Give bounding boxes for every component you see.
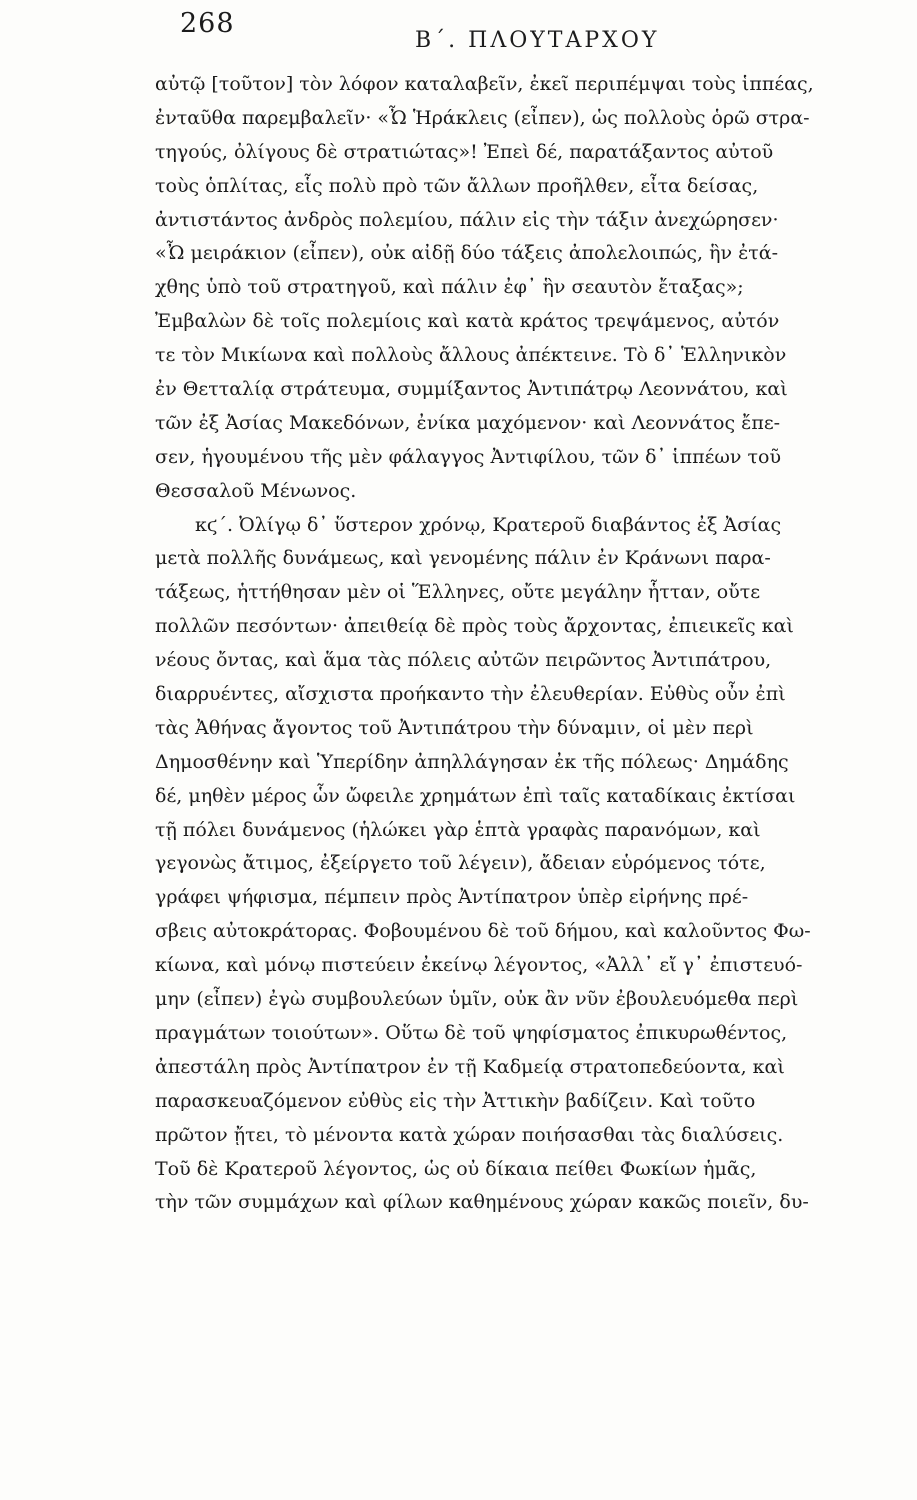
text-line: γράφει ψήφισμα, πέμπειν πρὸς Ἀντίπατρον ὑπὲρ εἰρήνης πρέ- xyxy=(155,886,749,909)
text-line: τῇ πόλει δυνάμενος (ἡλώκει γὰρ ἑπτὰ γραφὰς παρανόμων, καὶ xyxy=(155,818,761,841)
text-line: ἀπεστάλη πρὸς Ἀντίπατρον ἐν τῇ Καδμείᾳ στρατοπεδεύοντα, καὶ xyxy=(155,1055,785,1078)
text-line: γεγονὼς ἄτιμος, ἐξείργετο τοῦ λέγειν), ἄδειαν εὑρόμενος τότε, xyxy=(155,852,766,875)
page-number: 268 xyxy=(180,8,235,39)
text-line: διαρρυέντες, αἴσχιστα προήκαντο τὴν ἐλευθερίαν. Εὐθὺς οὖν ἐπὶ xyxy=(155,683,786,706)
text-line: «Ὦ μειράκιον (εἶπεν), οὐκ αἰδῇ δύο τάξεις ἀπολελοιπώς, ἣν ἐτά- xyxy=(155,242,779,265)
text-line: Θεσσαλοῦ Μένωνος. xyxy=(155,479,357,502)
text-line: ἀντιστάντος ἀνδρὸς πολεμίου, πάλιν εἰς τὴν τάξιν ἀνεχώρησεν· xyxy=(155,208,779,231)
text-line: παρασκευαζόμενον εὐθὺς εἰς τὴν Ἀττικὴν βαδίζειν. Καὶ τοῦτο xyxy=(155,1089,756,1112)
text-line: μην (εἶπεν) ἐγὼ συμβουλεύων ὑμῖν, οὐκ ἂν νῦν ἐβουλευόμεθα περὶ xyxy=(155,988,799,1011)
text-line: ἐν Θετταλίᾳ στράτευμα, συμμίξαντος Ἀντιπάτρῳ Λεοννάτου, καὶ xyxy=(155,378,788,401)
text-line: πρῶτον ᾔτει, τὸ μένοντα κατὰ χώραν ποιήσασθαι τὰς διαλύσεις. xyxy=(155,1123,784,1146)
text-line: μετὰ πολλῆς δυνάμεως, καὶ γενομένης πάλιν ἐν Κράνωνι παρα- xyxy=(155,547,771,570)
body-text xyxy=(155,68,855,1220)
text-line: Τοῦ δὲ Κρατεροῦ λέγοντος, ὡς οὐ δίκαια πείθει Φωκίων ἡμᾶς, xyxy=(155,1157,757,1180)
text-line: ἐνταῦθα παρεμβαλεῖν· «Ὦ Ἡράκλεις (εἶπεν), ὡς πολλοὺς ὁρῶ στρα- xyxy=(155,106,810,129)
text-line: νέους ὄντας, καὶ ἅμα τὰς πόλεις αὐτῶν πειρῶντος Ἀντιπάτρου, xyxy=(155,649,772,672)
text-line: Ἐμβαλὼν δὲ τοῖς πολεμίοις καὶ κατὰ κράτος τρεψάμενος, αὐτόν xyxy=(155,310,780,333)
text-line: τηγούς, ὀλίγους δὲ στρατιώτας»! Ἐπεὶ δέ, παρατάξαντος αὐτοῦ xyxy=(155,140,774,163)
text-line: πραγμάτων τοιούτων». Οὕτω δὲ τοῦ ψηφίσματος ἐπικυρωθέντος, xyxy=(155,1021,788,1044)
text-line: Δημοσθένην καὶ Ὑπερίδην ἀπηλλάγησαν ἐκ τῆς πόλεως· Δημάδης xyxy=(155,750,789,773)
text-line: κϛ΄. Ὀλίγῳ δ᾽ ὕστερον χρόνῳ, Κρατεροῦ διαβάντος ἐξ Ἀσίας xyxy=(195,513,782,536)
running-head: Β΄. ΠΛΟΥΤΑΡΧΟΥ xyxy=(415,28,660,53)
text-line: κίωνα, καὶ μόνῳ πιστεύειν ἐκείνῳ λέγοντος, «Ἀλλ᾽ εἴ γ᾽ ἐπιστευό- xyxy=(155,954,803,977)
text-line: τοὺς ὁπλίτας, εἷς πολὺ πρὸ τῶν ἄλλων προῆλθεν, εἶτα δείσας, xyxy=(155,174,759,197)
text-line: τῶν ἐξ Ἀσίας Μακεδόνων, ἐνίκα μαχόμενον· καὶ Λεοννάτος ἔπε- xyxy=(155,411,781,434)
text-line: τε τὸν Μικίωνα καὶ πολλοὺς ἄλλους ἀπέκτεινε. Τὸ δ᾽ Ἑλληνικὸν xyxy=(155,344,787,367)
text-line: σβεις αὐτοκράτορας. Φοβουμένου δὲ τοῦ δήμου, καὶ καλοῦντος Φω- xyxy=(155,920,811,943)
text-line: χθης ὑπὸ τοῦ στρατηγοῦ, καὶ πάλιν ἐφ᾽ ἣν σεαυτὸν ἔταξας»; xyxy=(155,276,744,299)
text-line: τὴν τῶν συμμάχων καὶ φίλων καθημένους χώραν κακῶς ποιεῖν, δυ- xyxy=(155,1191,809,1214)
text-line: δέ, μηθὲν μέρος ὧν ὤφειλε χρημάτων ἐπὶ ταῖς καταδίκαις ἐκτίσαι xyxy=(155,784,796,807)
text-line: σεν, ἡγουμένου τῆς μὲν φάλαγγος Ἀντιφίλου, τῶν δ᾽ ἱππέων τοῦ xyxy=(155,445,782,468)
text-line: τὰς Ἀθήνας ἄγοντος τοῦ Ἀντιπάτρου τὴν δύναμιν, οἱ μὲν περὶ xyxy=(155,716,754,739)
text-line: τάξεως, ἡττήθησαν μὲν οἱ Ἕλληνες, οὔτε μεγάλην ἧτταν, οὔτε xyxy=(155,581,761,604)
text-line: αὐτῷ [τοῦτον] τὸν λόφον καταλαβεῖν, ἐκεῖ περιπέμψαι τοὺς ἱππέας, xyxy=(155,73,814,95)
page-header xyxy=(180,8,847,58)
text-line: πολλῶν πεσόντων· ἀπειθείᾳ δὲ πρὸς τοὺς ἄρχοντας, ἐπιεικεῖς καὶ xyxy=(155,615,794,638)
